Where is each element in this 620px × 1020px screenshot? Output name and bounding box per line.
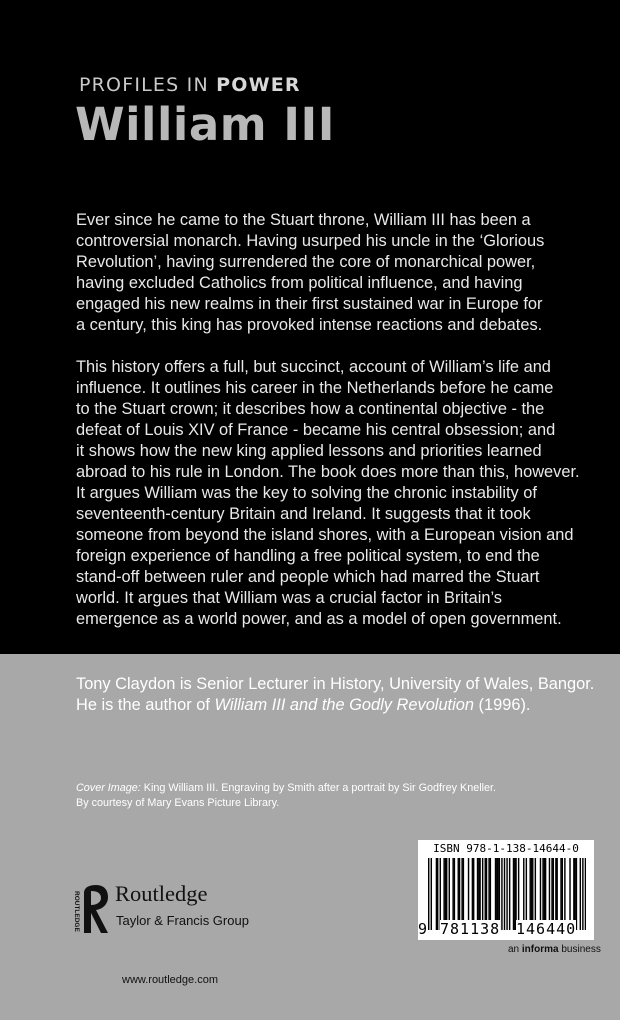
routledge-logo [70, 879, 270, 939]
description-paragraph-1: Ever since he came to the Stuart throne, William III has been a controversial monarch. Having usurped his uncle in the ‘Glorious Revolution’, having surrendered the core of monarchical power, having excluded Catholics from political influence, and having engaged his new realms in their first sustained war in Europe for a century, this king has provoked intense reactions and debates. [76, 211, 545, 334]
informa-brand: informa [521, 944, 559, 955]
book-title: William III [75, 98, 335, 151]
author-bio-line-2: He is the author of William III and the Godly Revolution (1996). [76, 696, 531, 714]
author-bio-line-1: Tony Claydon is Senior Lecturer in History, University of Wales, Bangor. [76, 675, 595, 693]
credit-label: Cover Image: [76, 782, 141, 794]
informa-tagline: an informa business [508, 944, 601, 955]
book-description [76, 210, 616, 630]
isbn-number: ISBN 978-1-138-14644-0 [433, 842, 579, 855]
barcode-digit-first: 9 [418, 920, 428, 938]
author-bio [76, 674, 616, 716]
routledge-mark-icon [70, 883, 114, 943]
barcode-digits-group-2: 146440 [516, 920, 577, 938]
routledge-vertical-text: ROUTLEDGE [73, 891, 80, 932]
cover-bottom-panel [0, 654, 620, 1020]
isbn-barcode [418, 840, 594, 940]
publisher-url[interactable]: www.routledge.com [122, 974, 218, 986]
publisher-group: Taylor & Francis Group [116, 913, 249, 928]
series-bold: POWER [216, 74, 301, 96]
credit-line-2: By courtesy of Mary Evans Picture Library. [76, 797, 280, 809]
publisher-name: Routledge [115, 881, 208, 906]
series-prefix: PROFILES IN [79, 74, 209, 96]
description-paragraph-2: This history offers a full, but succinct, account of William’s life and influence. It outlines his career in the Netherlands before he came to the Stuart crown; it describes how a continental objective - the defeat of Louis XIV of France - became his central obsession; and it shows how the new king applied lessons and priorities learned abroad to his rule in London. The book does more than this, however. It argues William was the key to solving the chronic instability of seventeenth-century Britain and Ireland. It suggests that it took someone from beyond the island shores, with a European vision and foreign experience of handling a free political system, to end the stand-off between ruler and people which had marred the Stuart world. It argues that William was a crucial factor in Britain’s emergence as a world power, and as a model of open government. [76, 358, 580, 628]
barcode-digits-group-1: 781138 [440, 920, 501, 938]
previous-book-title: William III and the Godly Revolution [214, 696, 474, 714]
series-label [79, 74, 301, 96]
cover-image-credit: Cover Image: King William III. Engraving by Smith after a portrait by Sir Godfrey Kneller. By courtesy of Mary Evans Picture Library. [76, 782, 497, 809]
barcode-digits [418, 918, 594, 940]
